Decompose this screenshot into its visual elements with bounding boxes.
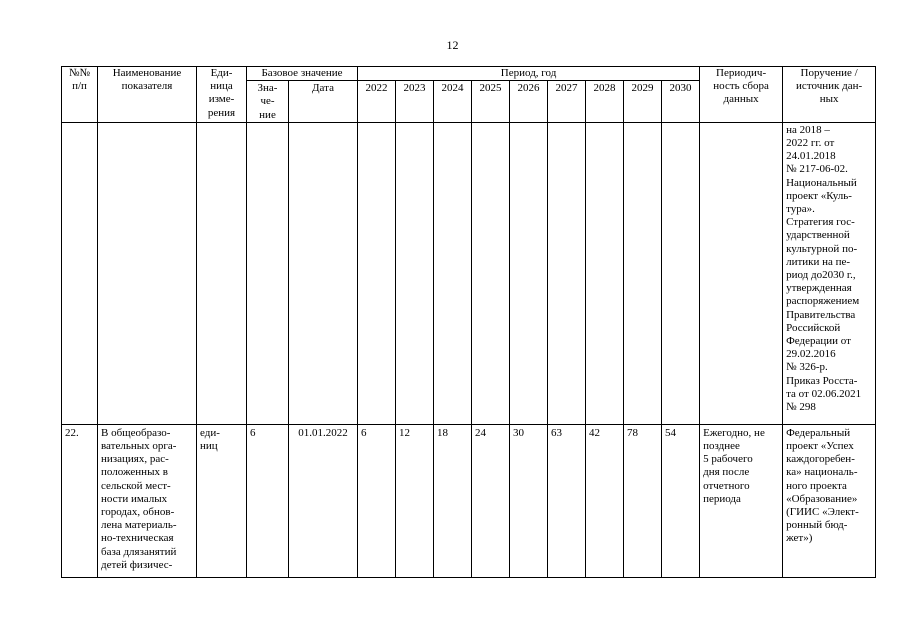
header-year: 2026 xyxy=(510,81,548,123)
cell-year-value xyxy=(472,122,510,424)
cell-num: 22. xyxy=(62,424,98,577)
cell-year-value xyxy=(624,122,662,424)
cell-year-value xyxy=(358,122,396,424)
cell-year-value xyxy=(434,122,472,424)
cell-year-value xyxy=(396,122,434,424)
header-year: 2022 xyxy=(358,81,396,123)
header-name: Наименование показателя xyxy=(98,67,197,123)
header-base: Базовое значение xyxy=(247,67,358,81)
header-year: 2023 xyxy=(396,81,434,123)
cell-source: Федеральный проект «Успех каждогоребен- ка» националь- ного проекта «Образование» (ГИИС «Элект- ронный бюд- жет») xyxy=(783,424,876,577)
cell-unit xyxy=(197,122,247,424)
cell-year-value: 30 xyxy=(510,424,548,577)
cell-year-value: 78 xyxy=(624,424,662,577)
header-base-value: Зна- че- ние xyxy=(247,81,289,123)
cell-base-date xyxy=(289,122,358,424)
header-year: 2029 xyxy=(624,81,662,123)
cell-base-date: 01.01.2022 xyxy=(289,424,358,577)
cell-year-value xyxy=(586,122,624,424)
indicators-table xyxy=(61,66,876,578)
cell-base-value xyxy=(247,122,289,424)
cell-year-value: 63 xyxy=(548,424,586,577)
header-num: №№ п/п xyxy=(62,67,98,123)
header-year: 2030 xyxy=(662,81,700,123)
cell-year-value: 6 xyxy=(358,424,396,577)
cell-year-value: 24 xyxy=(472,424,510,577)
table-row-22 xyxy=(62,424,876,577)
header-row-1 xyxy=(62,67,876,81)
cell-year-value xyxy=(662,122,700,424)
header-source: Поручение / источник дан- ных xyxy=(783,67,876,123)
cell-name: В общеобразо- вательных орга- низациях, рас- положенных в сельской мест- ности ималых городах, обнов- лена материаль- но-техническая база длязанятий детей физичес- xyxy=(98,424,197,577)
cell-unit: еди- ниц xyxy=(197,424,247,577)
cell-num xyxy=(62,122,98,424)
header-period: Период, год xyxy=(358,67,700,81)
table-row-continued xyxy=(62,122,876,424)
cell-year-value xyxy=(510,122,548,424)
cell-year-value: 54 xyxy=(662,424,700,577)
page-number: 12 xyxy=(446,38,459,52)
cell-source: на 2018 – 2022 гг. от 24.01.2018 № 217-06-02. Национальный проект «Куль- тура». Стратегия гос- ударственной культурной по- литики на пе- риод до2030 г., утвержденная распоряжением Правительства Российской Федерации от 29.02.2016 № 326-р. Приказ Росста- та от 02.06.2021 № 298 xyxy=(783,122,876,424)
cell-year-value: 42 xyxy=(586,424,624,577)
header-year: 2028 xyxy=(586,81,624,123)
cell-base-value: 6 xyxy=(247,424,289,577)
cell-year-value: 12 xyxy=(396,424,434,577)
header-periodicity: Периодич- ность сбора данных xyxy=(700,67,783,123)
cell-periodicity xyxy=(700,122,783,424)
cell-year-value xyxy=(548,122,586,424)
cell-periodicity: Ежегодно, не позднее 5 рабочего дня после отчетного периода xyxy=(700,424,783,577)
header-unit: Еди- ница изме- рения xyxy=(197,67,247,123)
header-base-date: Дата xyxy=(289,81,358,123)
cell-name xyxy=(98,122,197,424)
header-year: 2027 xyxy=(548,81,586,123)
cell-year-value: 18 xyxy=(434,424,472,577)
header-year: 2024 xyxy=(434,81,472,123)
header-year: 2025 xyxy=(472,81,510,123)
